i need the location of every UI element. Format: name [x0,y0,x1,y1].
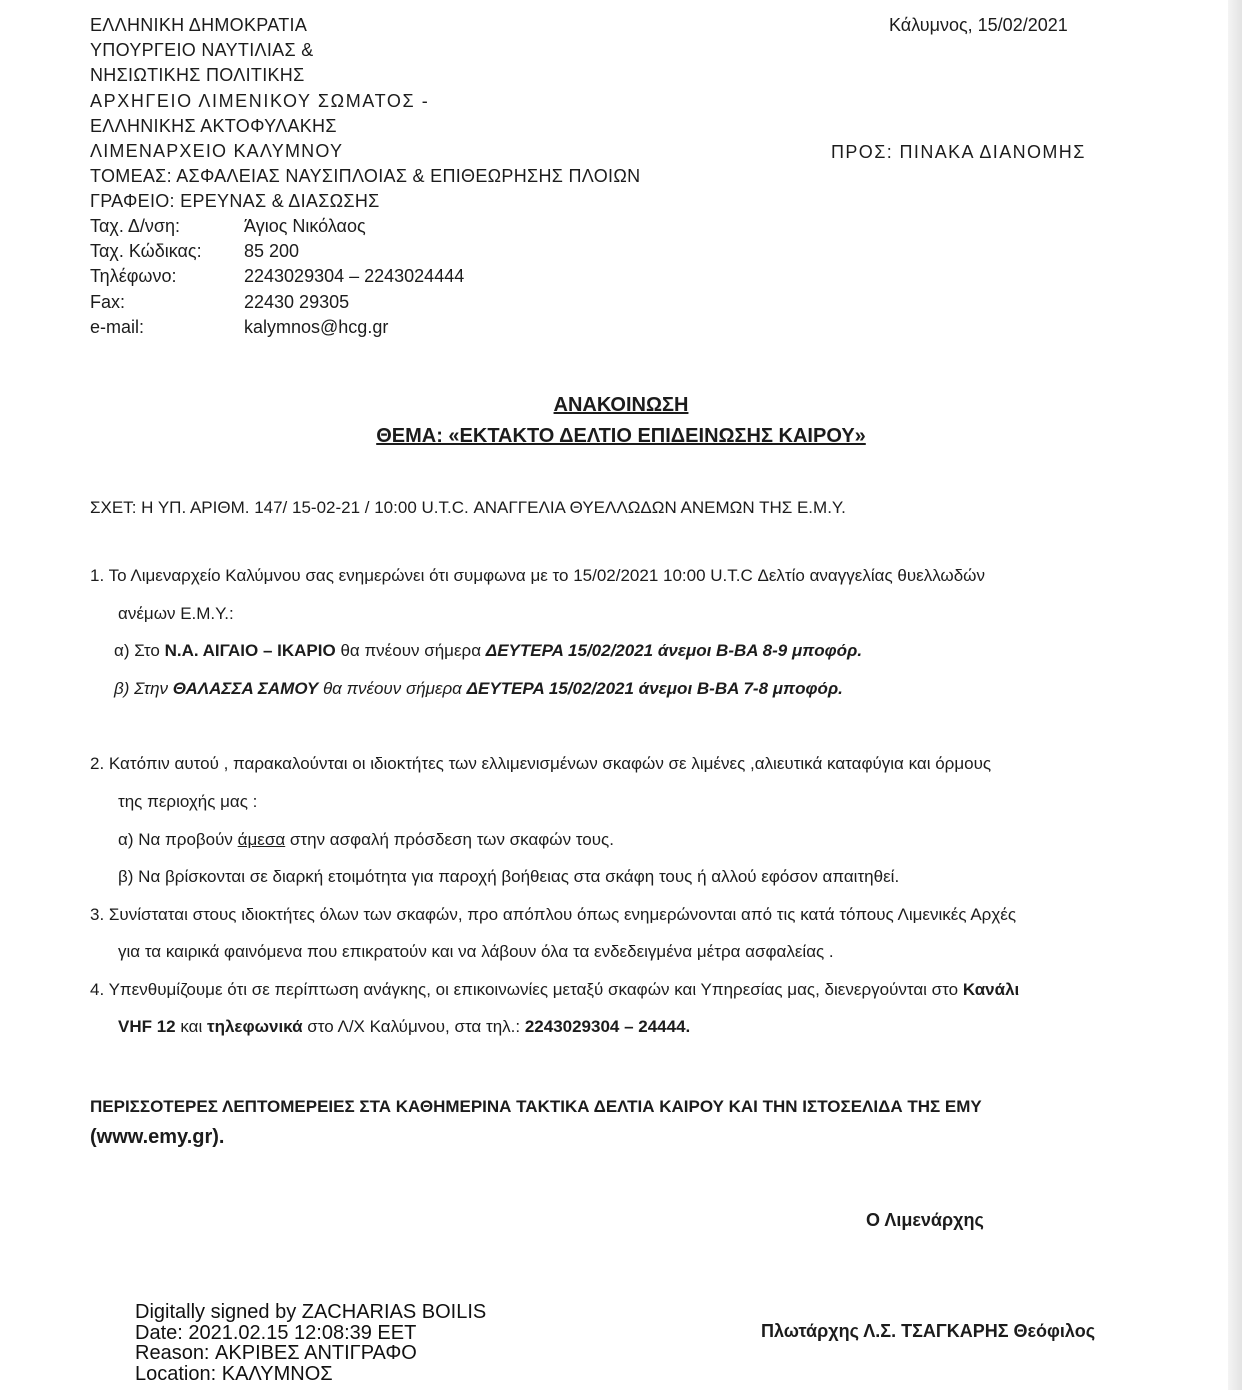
signature-line: Date: 2021.02.15 12:08:39 EET [135,1322,417,1344]
item2-b: β) Να βρίσκονται σε διαρκή ετοιμότητα για παροχή βοήθειας στα σκάφη τους ή αλλού εφόσον απαιτηθεί. [118,867,900,886]
signatory-role: Ο Λιμενάρχης [866,1210,984,1230]
more-info-line2: (www.emy.gr). [90,1126,225,1148]
document-subject: ΘΕΜΑ: «ΕΚΤΑΚΤΟ ΔΕΛΤΙΟ ΕΠΙΔΕΙΝΩΣΗΣ ΚΑΙΡΟΥ» [376,425,866,447]
item1-line1: 1. Το Λιμεναρχείο Καλύμνου σας ενημερώνει ότι συμφωνα με το 15/02/2021 10:00 U.T.C Δελτίο αναγγελίας θυελλωδών [90,566,985,585]
document-title: ΑΝΑΚΟΙΝΩΣΗ [553,394,689,416]
item2-line2: της περιοχής μας : [118,792,258,811]
item2-line1: 2. Κατόπιν αυτού , παρακαλούνται οι ιδιοκτήτες των ελλιμενισμένων σκαφών σε λιμένες ,αλιευτικά καταφύγια και όρμους [90,754,992,773]
contact-value: 22430 29305 [244,292,350,312]
text-run: στο Λ/Χ Καλύμνου, στα τηλ.: [302,1017,525,1036]
item3-line1: 3. Συνίσταται στους ιδιοκτήτες όλων των σκαφών, προ απόπλου όπως ενημερώνονται από τις κατά τόπους Λιμενικές Αρχές [90,905,1017,924]
item1-line2: ανέμων Ε.Μ.Υ.: [118,604,234,623]
item3-line2: για τα καιρικά φαινόμενα που επικρατούν και να λάβουν όλα τα ενδεδειγμένα μέτρα ασφαλείας . [118,942,834,961]
contact-label: Fax: [90,292,126,312]
contact-value: kalymnos@hcg.gr [244,317,389,337]
org-line: ΝΗΣΙΩΤΙΚΗΣ ΠΟΛΙΤΙΚΗΣ [90,65,305,85]
emphasis: Κανάλι [962,980,1020,999]
emphasis: τηλεφωνικά [206,1017,303,1036]
place-date: Κάλυμνος, 15/02/2021 [889,15,1068,35]
signatory-name: Πλωτάρχης Λ.Σ. ΤΣΑΓΚΑΡΗΣ Θεόφιλος [761,1321,1096,1341]
text-run: α) Να προβούν [118,830,238,849]
wind-forecast: ΔΕΥΤΕΡΑ 15/02/2021 άνεμοι Β-ΒΑ 8-9 μποφόρ. [485,641,863,660]
recipient: ΠΡΟΣ: ΠΙΝΑΚΑ ΔΙΑΝΟΜΗΣ [831,142,1086,162]
region-name: Ν.Α. ΑΙΓΑΙΟ – ΙΚΑΡΙΟ [164,641,336,660]
item2-a [118,829,614,851]
contact-label: e-mail: [90,317,145,337]
emphasis: άμεσα [237,830,286,849]
reference-line: ΣΧΕΤ: Η ΥΠ. ΑΡΙΘΜ. 147/ 15-02-21 / 10:00 U.T.C. ΑΝΑΓΓΕΛΙΑ ΘΥΕΛΛΩΔΩΝ ΑΝΕΜΩΝ ΤΗΣ Ε.Μ.Υ. [90,498,846,517]
signature-line: Digitally signed by ZACHARIAS BOILIS [135,1301,487,1323]
org-line: ΥΠΟΥΡΓΕΙΟ ΝΑΥΤΙΛΙΑΣ & [90,40,314,60]
org-line: ΑΡΧΗΓΕΙΟ ΛΙΜΕΝΙΚΟΥ ΣΩΜΑΤΟΣ - [90,91,430,111]
region-name: ΘΑΛΑΣΣΑ ΣΑΜΟΥ [172,679,319,698]
text-run: στην ασφαλή πρόσδεση των σκαφών τους. [285,830,614,849]
org-line: ΕΛΛΗΝΙΚΗ ΔΗΜΟΚΡΑΤΙΑ [90,15,308,35]
contact-label: Τηλέφωνο: [90,266,177,286]
org-line: ΕΛΛΗΝΙΚΗΣ ΑΚΤΟΦΥΛΑΚΗΣ [90,116,337,136]
text-run: θα πνέουν σήμερα [318,679,467,698]
emphasis: VHF 12 [118,1017,176,1036]
signature-line: Location: ΚΑΛΥΜΝΟΣ [135,1363,333,1385]
org-line: ΓΡΑΦΕΙΟ: ΕΡΕΥΝΑΣ & ΔΙΑΣΩΣΗΣ [90,191,380,211]
contact-value: 85 200 [244,241,300,261]
contact-label: Ταχ. Δ/νση: [90,216,181,236]
page-edge-shadow [1228,0,1242,1390]
contact-label: Ταχ. Κώδικας: [90,241,202,261]
contact-value: 2243029304 – 2243024444 [244,266,465,286]
item1-b [114,678,843,700]
signature-line: Reason: ΑΚΡΙΒΕΣ ΑΝΤΙΓΡΑΦΟ [135,1342,417,1364]
text-run: β) Στην [114,679,173,698]
wind-forecast: ΔΕΥΤΕΡΑ 15/02/2021 άνεμοι Β-ΒΑ 7-8 μποφόρ. [466,679,843,698]
text-run: α) Στο [114,641,165,660]
phone-numbers: 2243029304 – 24444. [524,1017,691,1036]
item4-line2 [118,1016,690,1038]
more-info-line1: ΠΕΡΙΣΣΟΤΕΡΕΣ ΛΕΠΤΟΜΕΡΕΙΕΣ ΣΤΑ ΚΑΘΗΜΕΡΙΝΑ ΤΑΚΤΙΚΑ ΔΕΛΤΙΑ ΚΑΙΡΟΥ ΚΑΙ ΤΗΝ ΙΣΤΟΣΕΛΙΔΑ ΤΗΣ ΕΜΥ [90,1097,982,1116]
contact-value: Άγιος Νικόλαος [244,216,366,236]
text-run: 4. Υπενθυμίζουμε ότι σε περίπτωση ανάγκης, οι επικοινωνίες μεταξύ σκαφών και Υπηρεσίας μας, διενεργούνται στο [90,980,963,999]
text-run: και [175,1017,207,1036]
org-line: ΤΟΜΕΑΣ: ΑΣΦΑΛΕΙΑΣ ΝΑΥΣΙΠΛΟΙΑΣ & ΕΠΙΘΕΩΡΗΣΗΣ ΠΛΟΙΩΝ [90,166,641,186]
text-run: θα πνέουν σήμερα [335,641,486,660]
org-line: ΛΙΜΕΝΑΡΧΕΙΟ ΚΑΛΥΜΝΟΥ [90,141,344,161]
item4-line1 [90,979,1019,1001]
item1-a [114,640,862,662]
